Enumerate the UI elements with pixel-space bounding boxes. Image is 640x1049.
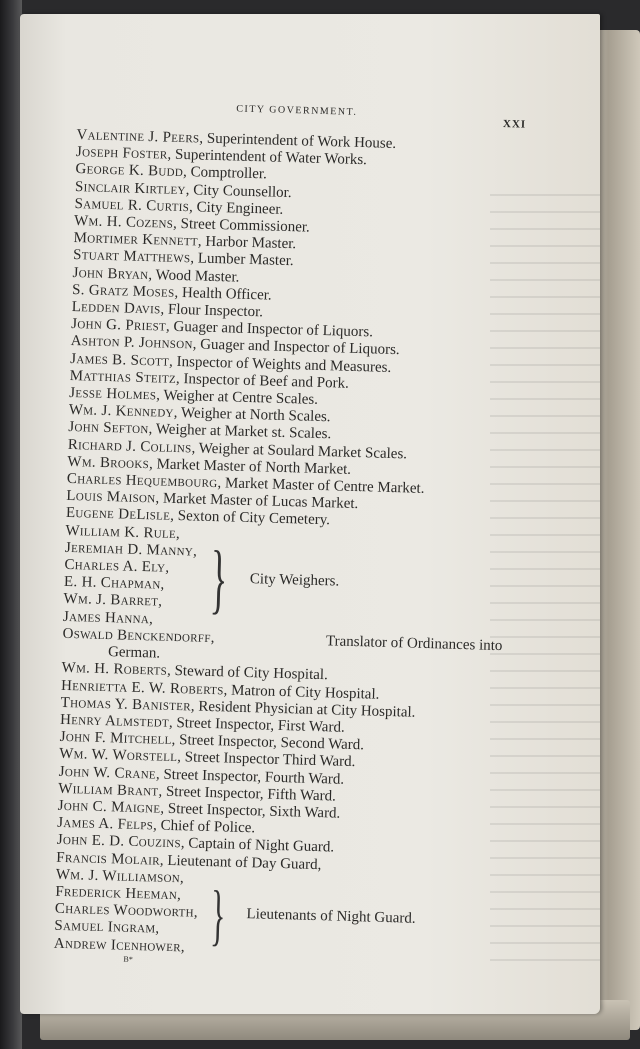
- entry-name: Joseph Foster: [75, 144, 168, 163]
- entry-role: Weigher at Market st. Scales.: [155, 421, 332, 443]
- entry-name: S. Gratz Moses: [71, 281, 175, 301]
- group-member: Charles A. Ely,: [64, 556, 170, 576]
- group-member: James Hanna,: [62, 608, 154, 628]
- group-member: William K. Rule,: [65, 522, 181, 542]
- entry-role: Translator of Ordinances into: [325, 633, 503, 655]
- group-member: Samuel Ingram,: [54, 918, 160, 938]
- separator: ,: [190, 698, 199, 715]
- separator: ,: [158, 783, 167, 800]
- entry-role: Health Officer.: [181, 284, 272, 304]
- group-role: City Weighers.: [249, 570, 340, 590]
- entry-role: Weigher at Soulard Market Scales.: [198, 440, 408, 463]
- running-header: CITY GOVERNMENT.: [236, 103, 358, 118]
- entry-name: John E. D. Couzins: [56, 832, 182, 852]
- entry-name: John W. Crane: [58, 763, 157, 783]
- page-number: XXI: [502, 117, 527, 131]
- separator: ,: [177, 749, 185, 766]
- separator: ,: [155, 766, 164, 783]
- entry-name: John F. Mitchell: [59, 728, 172, 749]
- entry-role: Street Inspector, Second Ward.: [178, 732, 365, 754]
- entry-role: Street Inspector Third Ward.: [184, 749, 356, 771]
- entry-role: Harbor Master.: [205, 233, 297, 253]
- entry-role: Lumber Master.: [197, 250, 294, 270]
- night-guard-lieutenants-group: [54, 867, 516, 966]
- separator: ,: [190, 250, 199, 267]
- separator: ,: [185, 181, 194, 198]
- separator: ,: [152, 817, 161, 834]
- separator: ,: [148, 456, 157, 473]
- entry-name: Samuel R. Curtis: [74, 195, 190, 216]
- separator: ,: [166, 663, 175, 680]
- lieutenant-names: [54, 867, 199, 957]
- entry-name: Richard J. Collins: [67, 436, 192, 457]
- entry-name: Mortimer Kennett: [73, 230, 199, 250]
- brace-icon: }: [209, 875, 227, 953]
- brace-icon: }: [209, 534, 229, 622]
- entry-name: William Brant: [58, 780, 159, 800]
- entry-name: Valentine J. Peers: [76, 127, 200, 147]
- entry-name: Matthias Steitz: [69, 367, 177, 387]
- separator: ,: [160, 800, 169, 817]
- group-member: Andrew Icenhower,: [53, 935, 186, 955]
- entry-role: Street Inspector, First Ward.: [176, 714, 345, 736]
- entry-name: Sinclair Kirtley: [74, 178, 187, 198]
- signature-mark: B*: [123, 954, 133, 964]
- entry-name: George K. Budd: [75, 161, 184, 181]
- entry-role: Chief of Police.: [160, 817, 256, 837]
- entry-role: Comptroller.: [190, 164, 268, 183]
- entry-name: Wm. H. Cozens: [73, 213, 174, 232]
- separator: ,: [168, 714, 177, 731]
- separator: ,: [191, 440, 200, 457]
- page-content: [6, 6, 614, 1022]
- group-role: Lieutenants of Night Guard.: [246, 906, 416, 927]
- entry-name: Thomas Y. Banister: [60, 694, 192, 715]
- separator: ,: [175, 370, 184, 387]
- entry-role: Market Master of North Market.: [156, 456, 352, 478]
- entry-role: Wood Master.: [155, 266, 240, 286]
- entry-role: Guager and Inspector of Liquors.: [199, 337, 400, 359]
- entry-role: Superintendent of Water Works.: [174, 147, 368, 169]
- entry-name: Ashton P. Johnson: [70, 333, 193, 353]
- separator: ,: [217, 475, 226, 492]
- entries-a: [66, 127, 537, 535]
- separator: ,: [174, 284, 183, 301]
- entry-role: Matron of City Hospital.: [230, 682, 380, 703]
- entry-name: Oswald Benckendorff,: [62, 625, 216, 646]
- entry-name: Wm. Brooks: [67, 453, 150, 473]
- entry-role: Market Master of Centre Market.: [224, 475, 425, 497]
- group-member: Wm. J. Williamson,: [55, 866, 185, 887]
- entry-name: John G. Priest: [70, 316, 167, 335]
- separator: ,: [173, 405, 182, 422]
- entry-name: John Sefton: [68, 419, 149, 438]
- entry-name: Charles Hequembourg: [66, 470, 218, 492]
- separator: ,: [165, 318, 174, 336]
- translator-role-continued: German.: [107, 644, 161, 662]
- entry-name: Jesse Holmes: [69, 385, 157, 404]
- entry-role: Inspector of Weights and Measures.: [176, 353, 392, 376]
- entries-b: [56, 660, 522, 879]
- group-member: Jeremiah D. Manny,: [64, 539, 198, 560]
- entry-name: Wm. J. Kennedy: [68, 402, 175, 422]
- separator: ,: [171, 732, 180, 749]
- entry-role: Steward of City Hospital.: [174, 663, 329, 684]
- separator: ,: [180, 835, 189, 852]
- separator: ,: [223, 681, 232, 699]
- entry-name: Henrietta E. W. Roberts: [60, 677, 224, 698]
- entry-name: John C. Maigne: [57, 797, 161, 817]
- separator: ,: [160, 301, 169, 318]
- officer-list: [53, 127, 536, 975]
- entry-role: Flour Inspector.: [167, 301, 264, 321]
- group-member: E. H. Chapman,: [63, 574, 165, 593]
- city-weighers-group: [63, 523, 526, 639]
- separator: ,: [167, 146, 176, 164]
- entry-role: Sexton of City Cemetery.: [177, 508, 331, 529]
- entry-role: Market Master of Lucas Market.: [162, 490, 359, 513]
- separator: ,: [182, 164, 191, 181]
- entry-role: Weigher at North Scales.: [180, 405, 331, 426]
- entry-name: Wm. H. Roberts: [61, 660, 168, 680]
- separator: ,: [188, 199, 197, 216]
- entry-role: Guager and Inspector of Liquors.: [173, 319, 374, 341]
- separator: ,: [148, 266, 156, 283]
- entry-role: Superintendent of Work House.: [206, 130, 397, 152]
- entry-name: Francis Molair: [56, 849, 161, 869]
- weighers-names: [63, 523, 198, 630]
- entry-name: Stuart Matthews: [72, 247, 191, 267]
- separator: ,: [197, 233, 206, 250]
- entry-name: Ledden Davis: [71, 299, 161, 318]
- separator: ,: [156, 387, 164, 404]
- entry-role: City Counsellor.: [193, 181, 292, 201]
- book-page: [20, 14, 600, 1014]
- entry-role: Lieutenant of Day Guard,: [167, 852, 322, 873]
- entry-name: James A. Felps: [57, 814, 154, 834]
- entry-role: Weigher at Centre Scales.: [163, 387, 319, 408]
- entry-role: Street Inspector, Fifth Ward.: [165, 783, 337, 805]
- entry-role: Street Inspector, Sixth Ward.: [167, 800, 341, 822]
- entry-name: Henry Almstedt: [59, 711, 170, 731]
- group-member: Wm. J. Barret,: [63, 591, 163, 611]
- entry-role: Street Commissioner.: [180, 216, 311, 236]
- group-member: Charles Woodworth,: [54, 900, 199, 921]
- entry-name: Wm. W. Worstell: [58, 746, 178, 766]
- separator: ,: [192, 336, 201, 354]
- separator: ,: [148, 421, 157, 438]
- entry-name: Eugene DeLisle: [65, 505, 171, 525]
- separator: ,: [172, 215, 181, 233]
- separator: ,: [169, 508, 178, 525]
- entry-role: Inspector of Beef and Pork.: [183, 370, 350, 392]
- group-member: Frederick Heeman,: [55, 883, 182, 904]
- entry-role: Captain of Night Guard.: [188, 835, 335, 856]
- entry-name: John Bryan: [72, 264, 149, 283]
- separator: ,: [155, 490, 164, 507]
- entry-role: Resident Physician at City Hospital.: [198, 698, 416, 721]
- separator: ,: [199, 130, 208, 147]
- entry-name: Louis Maison: [66, 488, 156, 507]
- entry-name: James B. Scott: [70, 350, 170, 370]
- entry-role: City Engineer.: [196, 199, 284, 218]
- separator: ,: [168, 353, 177, 370]
- separator: ,: [159, 852, 168, 869]
- entry-role: Street Inspector, Fourth Ward.: [163, 766, 345, 788]
